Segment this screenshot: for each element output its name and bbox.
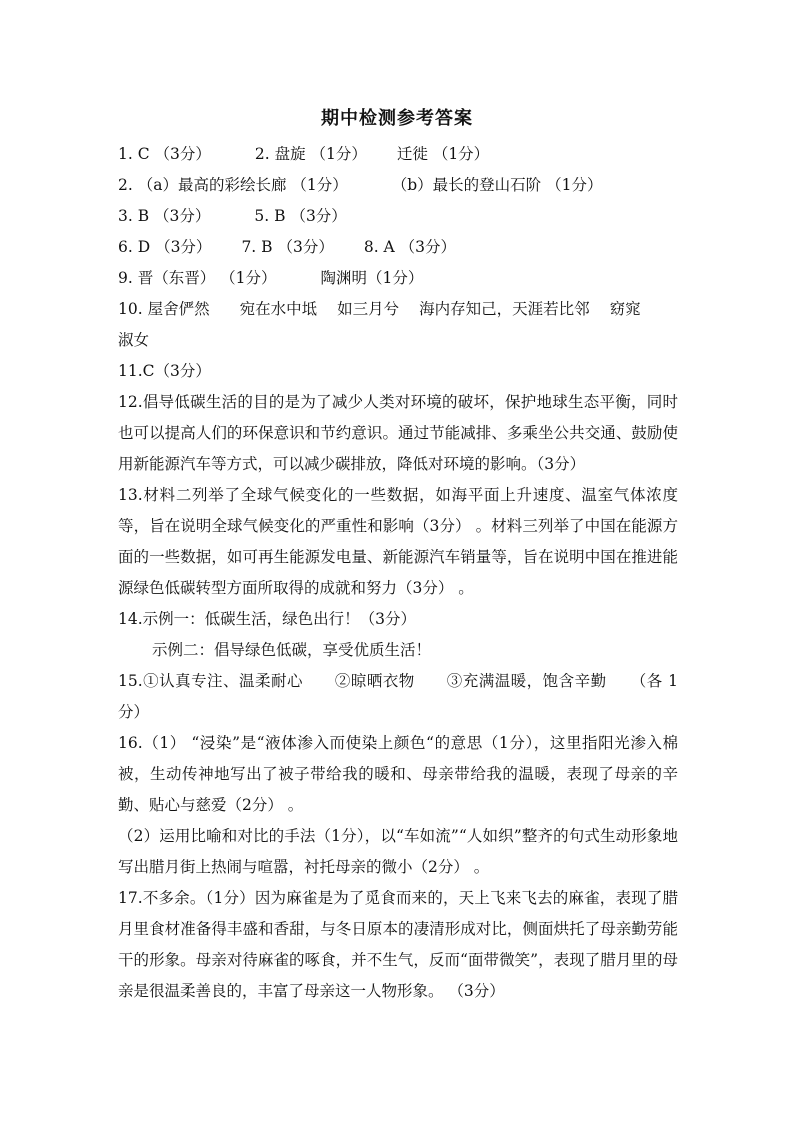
- answer-10d: 海内存知己，天涯若比邻: [419, 300, 590, 318]
- answer-7: 7. B （3分）: [241, 238, 334, 256]
- answer-3: 3. B （3分）: [118, 207, 211, 225]
- answer-12: 12.倡导低碳生活的目的是为了减少人类对环境的破坏，保护地球生态平衡，同时也可以提高人们的环保意识和节约意识。通过节能减排、多乘坐公共交通、鼓励使用新能源汽车等方式，可以减少碳排放，降低对环境的影响。（3分）: [118, 393, 678, 473]
- answer-2-extra: 迁徙 （1分）: [396, 145, 490, 163]
- answer-line-9: [118, 263, 678, 294]
- answer-2: 2. 盘旋 （1分）: [254, 145, 367, 163]
- answer-15: 15.①认真专注、温柔耐心 ②晾晒衣物 ③充满温暖，饱含辛勤 （各 1 分）: [118, 672, 678, 721]
- answer-5: 5. B （3分）: [254, 207, 347, 225]
- answer-line-10: [118, 294, 678, 325]
- answer-11: 11.C（3分）: [118, 362, 211, 380]
- answer-14b: 示例二：倡导绿色低碳，享受优质生活！: [152, 641, 432, 659]
- answer-17: 17.不多余。（1分）因为麻雀是为了觅食而来的，天上飞来飞去的麻雀，表现了腊月里食材准备得丰盛和香甜，与冬日原本的凄清形成对比，侧面烘托了母亲勤劳能干的形象。母亲对待麻雀的啄食，并不生气，反而“面带微笑”，表现了腊月里的母亲是很温柔善良的，丰富了母亲这一人物形象。 （3分）: [118, 889, 678, 1000]
- answer-14a: 14.示例一：低碳生活，绿色出行！（3分）: [118, 610, 417, 628]
- answer-10f: 淑女: [118, 331, 150, 349]
- answer-10e: 窈窕: [609, 300, 641, 318]
- answer-1: 1. C （3分）: [118, 145, 211, 163]
- answer-line-2: [118, 170, 678, 201]
- answer-2b: （b）最长的登山石阶 （1分）: [391, 176, 603, 194]
- answer-13: 13.材料二列举了全球气候变化的一些数据，如海平面上升速度、温室气体浓度等，旨在说明全球气候变化的严重性和影响（3分） 。材料三列举了中国在能源方面的一些数据，如可再生能源发电量、新能源汽车销量等，旨在说明中国在推进能源绿色低碳转型方面所取得的成就和努力（3分） 。: [118, 486, 678, 597]
- answer-10b: 宛在水中坻: [239, 300, 318, 318]
- answer-10c: 如三月兮: [337, 300, 400, 318]
- answer-line-10-cont: [118, 325, 678, 356]
- answer-8: 8. A （3分）: [363, 238, 457, 256]
- answer-9a: 9. 晋（东晋） （1分）: [118, 269, 277, 287]
- answer-line-11: [118, 356, 678, 387]
- answer-line-3: [118, 201, 678, 232]
- answer-line-6: [118, 232, 678, 263]
- answer-line-1: [118, 139, 678, 170]
- answer-6: 6. D （3分）: [118, 238, 212, 256]
- answer-2a: 2. （a）最高的彩绘长廊 （1分）: [118, 176, 348, 194]
- answer-16-1: 16.（1） “浸染”是“液体渗入而使染上颜色“的意思（1分），这里指阳光渗入棉被，生动传神地写出了被子带给我的暖和、母亲带给我的温暖，表现了母亲的辛勤、贴心与慈爱（2分） 。: [118, 734, 678, 814]
- answer-16-2: （2）运用比喻和对比的手法（1分），以“车如流”“人如织”整齐的句式生动形象地写出腊月街上热闹与喧嚣，衬托母亲的微小（2分） 。: [118, 827, 678, 876]
- answer-9b: 陶渊明（1分）: [320, 269, 424, 287]
- answer-body: [118, 139, 678, 1007]
- page-title: 期中检测参考答案: [321, 108, 473, 129]
- answer-10a: 10. 屋舍俨然: [118, 300, 210, 318]
